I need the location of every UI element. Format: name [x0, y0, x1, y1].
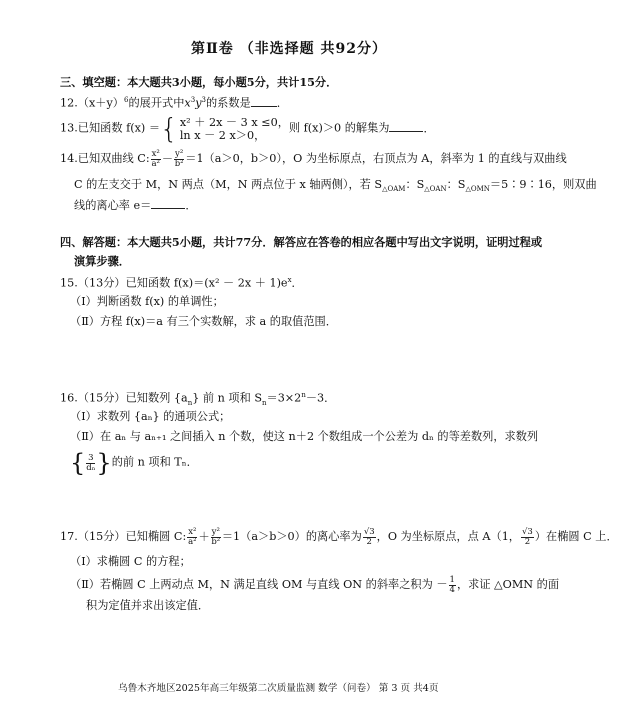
question-15-part2: （Ⅱ）方程 f(x)＝a 有三个实数解，求 a 的取值范围．	[70, 315, 337, 328]
question-16-part2: （Ⅱ）在 aₙ 与 aₙ₊₁ 之间插入 n 个数，使这 n＋2 个数组成一个公差为 dₙ 的等差数列，求数列	[70, 430, 539, 443]
question-16-part1: （Ⅰ）求数列 {aₙ} 的通项公式；	[70, 410, 231, 423]
question-17-part2: （Ⅱ）若椭圆 C 上两动点 M，N 满足直线 OM 与直线 ON 的斜率之积为 － $\frac{1}{4}$ ，求证 △OMN 的面	[70, 575, 560, 595]
fill-blank-heading: 三、填空题：本大题共3小题，每小题5分，共计15分．	[60, 75, 338, 89]
section-title: 第Ⅱ卷 （非选择题 共92分）	[191, 41, 388, 57]
question-15-part1: （Ⅰ）判断函数 f(x) 的单调性；	[70, 295, 224, 308]
question-17-part1: （Ⅰ）求椭圆 C 的方程；	[70, 555, 191, 568]
answer-heading-line1: 四、解答题：本大题共5小题，共计77分．解答应在答卷的相应各题中写出文字说明，证明过程或	[60, 235, 543, 249]
question-12: $12.(x+y)^6$的展开式中$x^3y^3$的系数是 ．	[60, 96, 288, 110]
answer-blank[interactable]	[389, 122, 423, 132]
answer-blank[interactable]	[251, 97, 277, 107]
question-17-part2-cont: 积为定值并求出该定值．	[86, 599, 210, 612]
question-14-line1: 14.已知双曲线 C: $\frac{\text{x²}}{\text{a²}}$ － $\frac{\text{y²}}{\text{b²}}$ ＝1（a＞0，b＞0），O 为坐标原点，右顶点为 A，斜率为 1 的直线与双曲线	[60, 149, 567, 169]
question-13: 13.已知函数 f(x) ＝{ x² ＋ 2x － 3 x ≤0， ln x － 2 x＞0， 则 f(x)＞0 的解集为 ．	[60, 112, 435, 145]
question-17: 17.（15分）已知椭圆 C: $\frac{\text{x²}}{\text{a²}}$ ＋ $\frac{\text{y²}}{\text{b²}}$ ＝1（a＞b＞0）的离心率为 $\frac{√3}{2}$ ，O 为坐标原点，点 A（1， $\frac{√3}{2}$ ）在椭圆 C 上．	[60, 527, 618, 547]
question-16: 16.（15分）已知数列 $\{a_n\}$ 前 n 项和 $S_n=3\times 2^n-3$．	[60, 391, 336, 407]
question-14-line2: C 的左支交于 M，N 两点（M，N 两点位于 x 轴两侧），若 $S_{\triangle OAM}$：$S_{\triangle OAN}$：$S_{\triangle OMN}=5∶9∶16$，则双曲	[74, 178, 597, 194]
question-16-part2-cont: { $\frac{3}{\text{dₙ}}$ }的前 n 项和 Tₙ．	[70, 449, 198, 477]
question-15: 15.（13分）已知函数 $f(x)=(x^2 - 2x + 1)e^x$．	[60, 276, 303, 290]
answer-blank[interactable]	[151, 199, 185, 209]
answer-heading-line2: 演算步骤．	[74, 254, 130, 268]
left-brace: {	[160, 112, 178, 145]
question-14-line3: 线的离心率 e＝ ．	[74, 199, 197, 212]
page-footer: 乌鲁木齐地区2025年高三年级第二次质量监测 数学（问卷） 第 3 页 共4页	[118, 683, 439, 694]
